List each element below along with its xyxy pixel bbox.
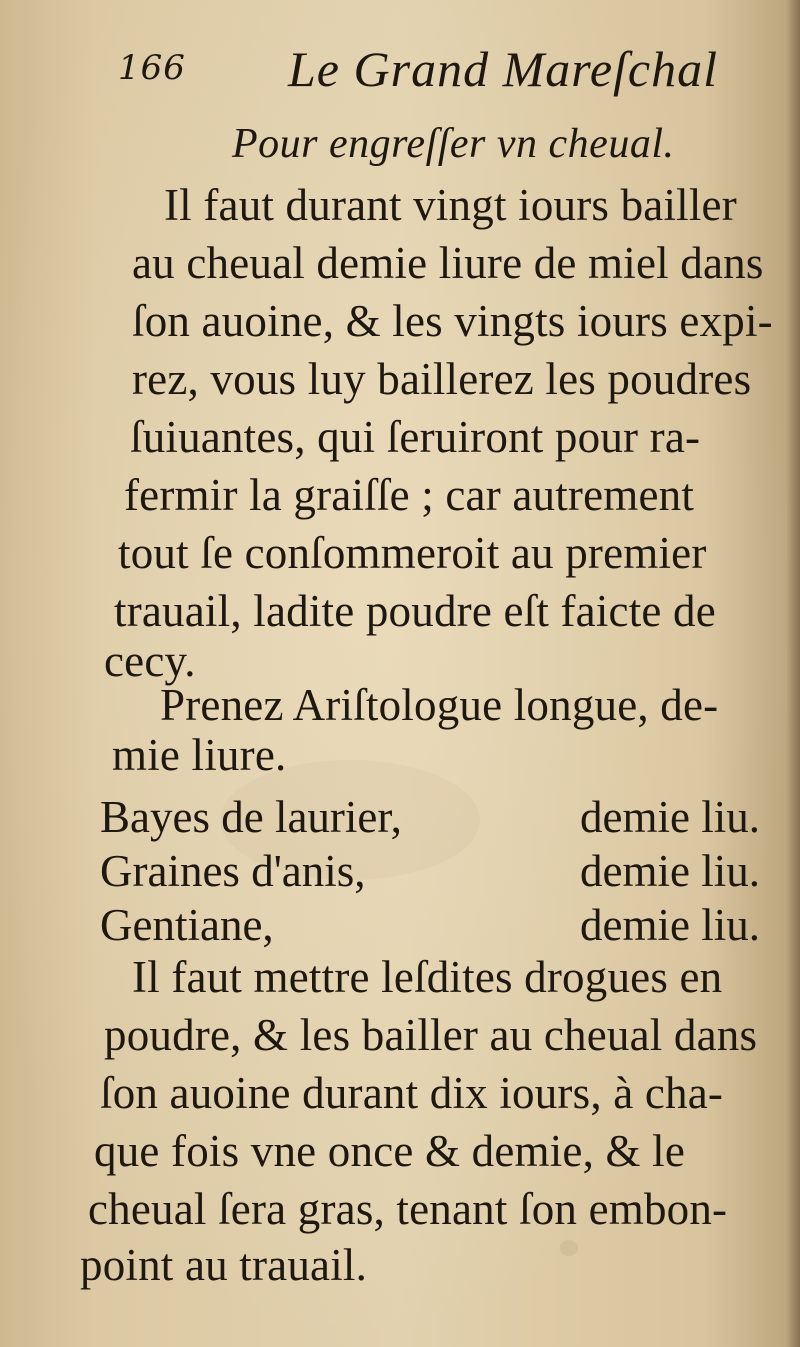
paragraph-2-line: mie liure. — [112, 730, 287, 780]
section-title: Pour engreſſer vn cheual. — [232, 121, 675, 167]
paragraph-3-line: Il faut mettre leſdites drogues en — [132, 952, 723, 1002]
paper-stain — [560, 1240, 578, 1256]
paragraph-3-line: que fois vne once & demie, & le — [94, 1126, 686, 1176]
recipe-quantity: demie liu. — [580, 792, 760, 842]
paragraph-1-line: trauail, ladite poudre eſt faicte de — [114, 586, 716, 636]
paragraph-1-line: au cheual demie liure de miel dans — [132, 238, 764, 288]
paragraph-1-line: ſon auoine, & les vingts iours expi- — [132, 296, 773, 346]
paragraph-3-line: cheual ſera gras, tenant ſon embon- — [88, 1184, 728, 1234]
recipe-ingredient: Bayes de laurier, — [100, 792, 402, 842]
paragraph-1-line: Il faut durant vingt iours bailler — [164, 180, 737, 230]
page-number: 166 — [118, 48, 186, 88]
paragraph-1-line: fermir la graiſſe ; car autrement — [124, 470, 695, 520]
recipe-item — [100, 900, 760, 954]
paragraph-3-line: poudre, & les bailler au cheual dans — [104, 1010, 758, 1060]
paragraph-1-line: tout ſe conſommeroit au premier — [118, 528, 707, 578]
page-header — [118, 36, 718, 100]
recipe-item — [100, 846, 760, 900]
recipe-ingredient: Gentiane, — [100, 900, 274, 950]
recipe-quantity: demie liu. — [580, 900, 760, 950]
recipe-item — [100, 792, 760, 846]
recipe-quantity: demie liu. — [580, 846, 760, 896]
paragraph-1-line: cecy. — [104, 636, 196, 686]
paragraph-1-line: rez, vous luy baillerez les poudres — [132, 354, 752, 404]
page-edge-shadow — [786, 0, 800, 1347]
paragraph-1-line: ſuiuantes, qui ſeruiront pour ra- — [130, 412, 701, 462]
running-title: Le Grand Mareſchal — [288, 41, 718, 97]
paragraph-3-line: ſon auoine durant dix iours, à cha- — [100, 1068, 724, 1118]
paragraph-2-line: Prenez Ariſtologue longue, de- — [160, 680, 719, 730]
paragraph-3-line: point au trauail. — [80, 1240, 368, 1290]
recipe-ingredient: Graines d'anis, — [100, 846, 366, 896]
